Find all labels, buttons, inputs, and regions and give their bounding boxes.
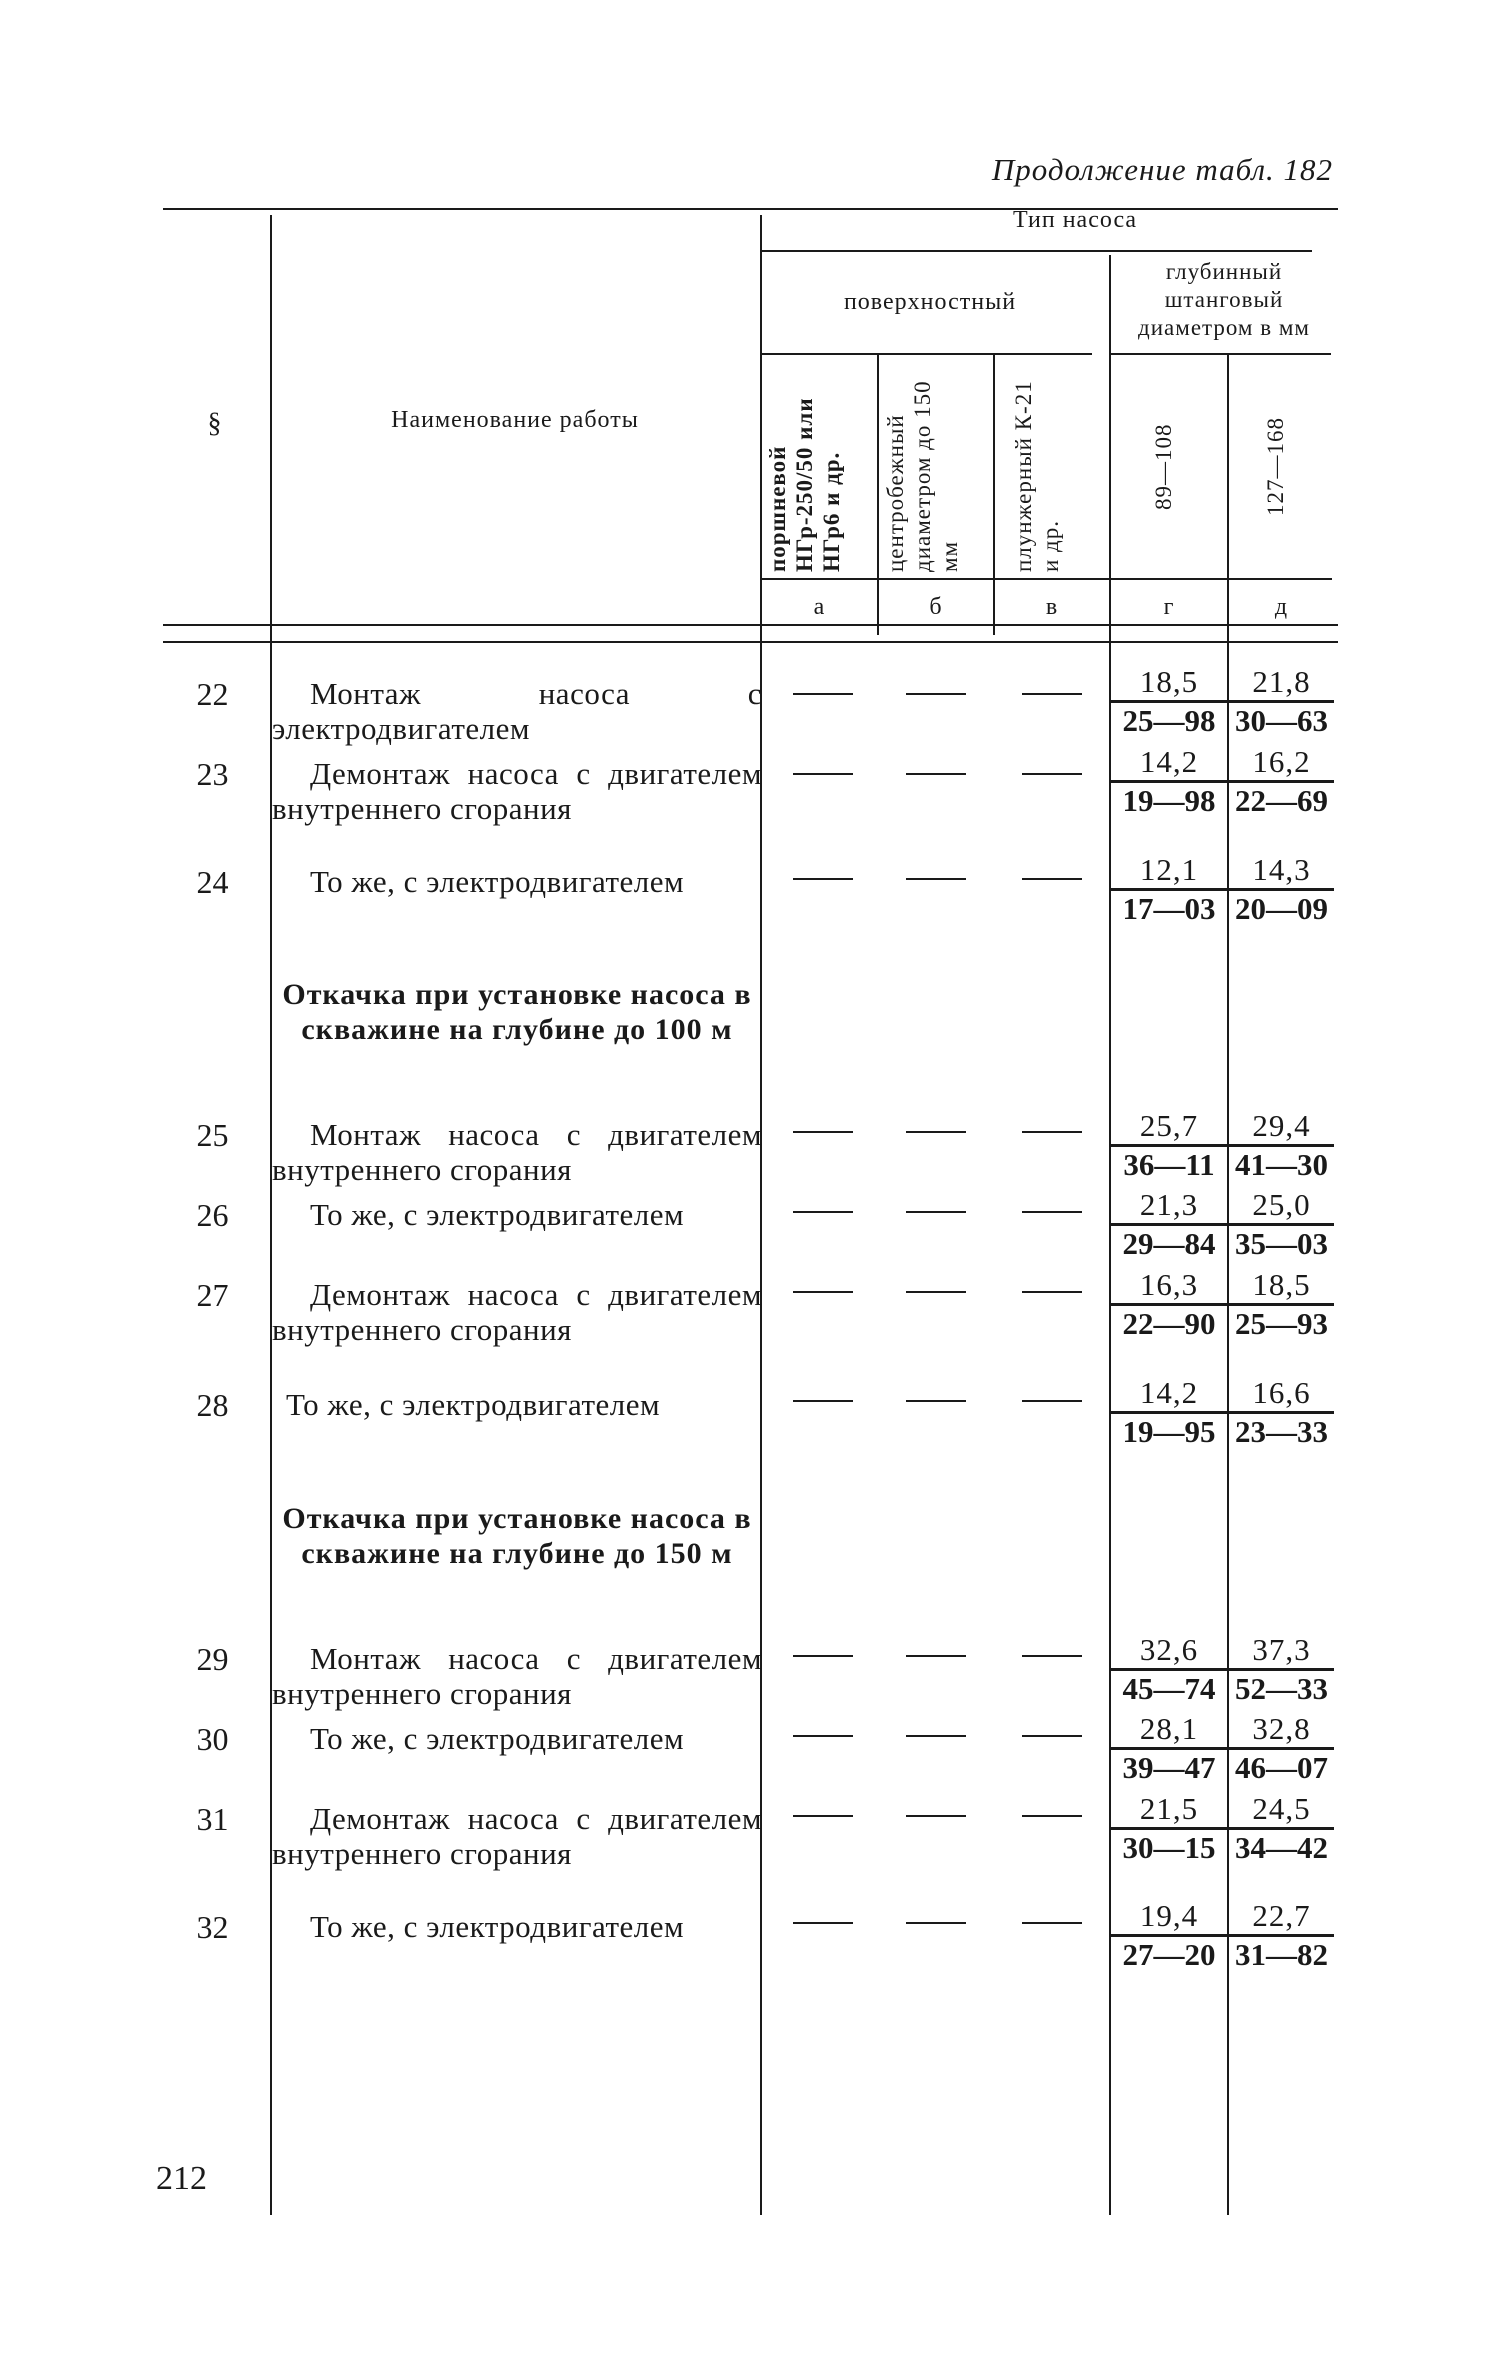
work-name: То же, с электродвигателем	[310, 1721, 685, 1756]
row-number: 28	[196, 1387, 229, 1423]
value-d	[1229, 1897, 1334, 1973]
cost: 34—42	[1235, 1830, 1328, 1865]
value-g	[1111, 663, 1227, 739]
norm-time: 14,3	[1229, 851, 1334, 891]
value-dash	[906, 773, 966, 775]
cost: 23—33	[1235, 1414, 1328, 1449]
value-dash	[906, 1211, 966, 1213]
header-work-name: Наименование работы	[391, 407, 639, 433]
cost: 20—09	[1235, 891, 1328, 926]
header-col-g: 89—108	[1151, 423, 1176, 511]
value-dash	[793, 1735, 853, 1737]
work-name: То же, с электродвигателем	[286, 1387, 661, 1422]
cost: 22—90	[1122, 1306, 1216, 1341]
value-dash	[906, 1735, 966, 1737]
header-letter-d: д	[1274, 594, 1289, 620]
value-g	[1111, 1710, 1227, 1786]
norm-time: 12,1	[1111, 851, 1227, 891]
header-deep: глубинный штанговый диаметром в мм	[1138, 259, 1310, 340]
value-dash	[906, 878, 966, 880]
header-col-b: центробежный диаметром до 150 мм	[883, 380, 962, 572]
value-dash	[1022, 1922, 1082, 1924]
cost: 30—63	[1235, 703, 1328, 738]
row-number: 27	[196, 1277, 229, 1313]
value-dash	[906, 1400, 966, 1402]
cost: 29—84	[1122, 1226, 1216, 1261]
norm-time: 14,2	[1111, 743, 1227, 783]
header-col-d: 127—168	[1263, 417, 1288, 517]
value-g	[1111, 1374, 1227, 1450]
value-g	[1111, 1266, 1227, 1342]
section-heading: Откачка при установке насоса в скважине на глубине до 100 м	[282, 978, 752, 1046]
body-top-rule	[163, 641, 1338, 643]
cost: 30—15	[1122, 1830, 1216, 1865]
cost: 27—20	[1122, 1937, 1216, 1972]
table-continuation-caption: Продолжение табл. 182	[991, 152, 1333, 187]
value-dash	[793, 1655, 853, 1657]
value-dash	[793, 1131, 853, 1133]
norm-time: 25,0	[1229, 1186, 1334, 1226]
value-dash	[793, 1211, 853, 1213]
value-d	[1229, 1107, 1334, 1183]
value-dash	[793, 878, 853, 880]
norm-time: 18,5	[1111, 663, 1227, 703]
value-dash	[793, 693, 853, 695]
norm-time: 16,3	[1111, 1266, 1227, 1306]
norm-time: 22,7	[1229, 1897, 1334, 1937]
page-number: 212	[156, 2160, 207, 2197]
norm-time: 16,2	[1229, 743, 1334, 783]
header-bottom-rule	[163, 624, 1338, 626]
letters-rule	[762, 578, 1332, 580]
cost: 36—11	[1123, 1147, 1215, 1182]
work-name: То же, с электродвигателем	[310, 1909, 685, 1944]
cost: 45—74	[1122, 1671, 1216, 1706]
cost: 46—07	[1235, 1750, 1328, 1785]
row-number: 24	[196, 864, 229, 900]
value-d	[1229, 851, 1334, 927]
row-number: 29	[196, 1641, 229, 1677]
norm-time: 18,5	[1229, 1266, 1334, 1306]
cost: 17—03	[1122, 891, 1216, 926]
value-d	[1229, 663, 1334, 739]
section-heading: Откачка при установке насоса в скважине на глубине до 150 м	[282, 1502, 752, 1570]
norm-time: 29,4	[1229, 1107, 1334, 1147]
value-g	[1111, 851, 1227, 927]
value-dash	[1022, 1131, 1082, 1133]
value-dash	[793, 773, 853, 775]
surface-rule	[762, 353, 1092, 355]
value-dash	[906, 1655, 966, 1657]
pump-type-rule	[762, 250, 1312, 252]
value-d	[1229, 1710, 1334, 1786]
work-name: Демонтаж насоса с двигателем внутреннего сгорания	[272, 1277, 762, 1347]
cost: 25—93	[1235, 1306, 1328, 1341]
norm-time: 16,6	[1229, 1374, 1334, 1414]
norm-time: 28,1	[1111, 1710, 1227, 1750]
value-dash	[1022, 1735, 1082, 1737]
header-letter-b: б	[929, 594, 943, 620]
value-dash	[906, 693, 966, 695]
work-name: Демонтаж насоса с двигателем внутреннего сгорания	[272, 756, 762, 826]
value-d	[1229, 1374, 1334, 1450]
row-number: 26	[196, 1197, 229, 1233]
header-letter-g: г	[1163, 594, 1175, 620]
header-col-a: поршневой НГр-250/50 или НГр6 и др.	[765, 397, 844, 572]
work-name: Монтаж насоса с электродвигателем	[272, 676, 762, 746]
header-surface: поверхностный	[843, 289, 1017, 315]
header-pump-type: Тип насоса	[1012, 207, 1138, 233]
cost: 22—69	[1235, 783, 1328, 818]
value-dash	[793, 1815, 853, 1817]
value-dash	[793, 1922, 853, 1924]
header-letter-a: а	[813, 594, 826, 620]
cost: 19—98	[1122, 783, 1216, 818]
value-g	[1111, 1790, 1227, 1866]
value-d	[1229, 1631, 1334, 1707]
norm-time: 21,3	[1111, 1186, 1227, 1226]
work-name: Монтаж насоса с двигателем внутреннего сгорания	[272, 1641, 762, 1711]
cost: 41—30	[1235, 1147, 1328, 1182]
cost: 35—03	[1235, 1226, 1328, 1261]
value-dash	[1022, 878, 1082, 880]
value-dash	[793, 1400, 853, 1402]
header-section-symbol: §	[207, 408, 223, 439]
norm-time: 19,4	[1111, 1897, 1227, 1937]
norm-time: 14,2	[1111, 1374, 1227, 1414]
value-dash	[1022, 1211, 1082, 1213]
work-name: Монтаж насоса с двигателем внутреннего сгорания	[272, 1117, 762, 1187]
norm-time: 21,5	[1111, 1790, 1227, 1830]
norm-time: 25,7	[1111, 1107, 1227, 1147]
value-dash	[1022, 693, 1082, 695]
norm-time: 32,6	[1111, 1631, 1227, 1671]
header-letter-c: в	[1045, 594, 1059, 620]
value-dash	[1022, 1400, 1082, 1402]
value-g	[1111, 1631, 1227, 1707]
value-g	[1111, 1897, 1227, 1973]
header-col-c: плунжерный К-21 и др.	[1011, 380, 1063, 572]
cost: 52—33	[1235, 1671, 1328, 1706]
work-name: То же, с электродвигателем	[310, 1197, 685, 1232]
value-dash	[1022, 1291, 1082, 1293]
value-dash	[793, 1291, 853, 1293]
row-number: 32	[196, 1909, 229, 1945]
value-g	[1111, 1107, 1227, 1183]
value-dash	[906, 1922, 966, 1924]
cost: 25—98	[1122, 703, 1216, 738]
cost: 31—82	[1235, 1937, 1328, 1972]
row-number: 22	[196, 676, 229, 712]
value-dash	[1022, 773, 1082, 775]
value-dash	[906, 1291, 966, 1293]
value-d	[1229, 1790, 1334, 1866]
norm-time: 37,3	[1229, 1631, 1334, 1671]
deep-rule	[1111, 353, 1331, 355]
value-dash	[1022, 1815, 1082, 1817]
value-dash	[906, 1131, 966, 1133]
row-number: 31	[196, 1801, 229, 1837]
cost: 19—95	[1122, 1414, 1216, 1449]
work-name: То же, с электродвигателем	[310, 864, 685, 899]
row-number: 25	[196, 1117, 229, 1153]
row-number: 30	[196, 1721, 229, 1757]
value-d	[1229, 1186, 1334, 1262]
norm-time: 21,8	[1229, 663, 1334, 703]
cost: 39—47	[1122, 1750, 1216, 1785]
value-g	[1111, 1186, 1227, 1262]
row-number: 23	[196, 756, 229, 792]
value-dash	[1022, 1655, 1082, 1657]
norm-time: 32,8	[1229, 1710, 1334, 1750]
value-g	[1111, 743, 1227, 819]
value-d	[1229, 743, 1334, 819]
norm-time: 24,5	[1229, 1790, 1334, 1830]
value-dash	[906, 1815, 966, 1817]
value-d	[1229, 1266, 1334, 1342]
work-name: Демонтаж насоса с двигателем внутреннего сгорания	[272, 1801, 762, 1871]
